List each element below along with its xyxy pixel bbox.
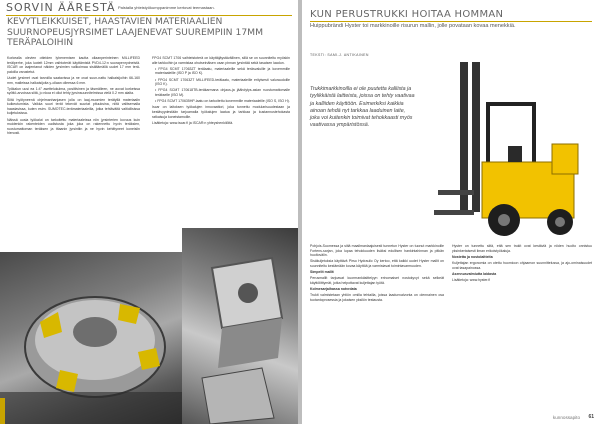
forklift-illustration — [424, 62, 596, 242]
paragraph: Korkealla olevien otteiden lyhenemisen kautta ollaanperinteinen MILLIFEED terälperhe, joka luoteit 12mm vaihtoterät käyttämistä PVD4-12:n suorapenrydneistä. ISCAR on laajentanut näiden jyrsimien valikoimaa sisältämällä uudet 17 mm terä-paloilla varustetut. — [7, 56, 140, 74]
article-lede: Trukkimarkkinoilla ei ole puutetta kalliista ja tyylikkäistä laitteista, joissa on tehty vaativaa ja kalliiden käyttöön. Esimerkiksi kaikkia ainoan tehdä nyt tarkkaa laaduinen laite, joka voi kuitenkin toimivat tehokkaasti myös vaativassa ympäristössä. — [310, 86, 415, 129]
paragraph: Perusmallit tarjoavat kuormankäsittelyyn erinomaiset nostokyvyt sekä selkeät käyttöliittymät, jotka helpottavat kuljettajan työtä. — [310, 276, 444, 285]
left-article-column-2 — [152, 56, 290, 226]
magazine-name: kunnossapito — [552, 415, 580, 420]
milling-cutter-photo — [0, 252, 182, 424]
left-page — [0, 0, 298, 424]
paragraph: Lisätietoja: www.iscar.fi ja ISCAR:n yhteyshenkilöltä. — [152, 120, 234, 125]
paragraph: Lisätietoja: www.hyster.fi — [452, 277, 491, 282]
paragraph: Trukit valmistetaan yhtiön omilla tehtailla, joissa laadunvalvonta on olennainen osa tuotantoprosessia ja jokaisen yksilön testausta. — [310, 293, 444, 302]
right-page — [302, 0, 600, 424]
paragraph: FPG4 SCMT 1706 vaihteistoterä on käyttäjäystävällinen, sillä se on suunniteltu myöskin alle tarkkoihin ja varmistaa ohutseinäisen osan pinnan jyrsintää sekä tasaisen laadun. — [152, 56, 290, 65]
paragraph: Uudet jyrsimet ovat tarvoilla saatavissa ja ne ovat suun-nattu halkaisijoihin 66-160 mm, malleissa halkaisijoita y-ollaan olleessa 6 mm. — [7, 75, 140, 85]
bullet-item: • FPG4 SCMT 170635HP-laatu on tarkoitettu kovemmille materiaaleille (ISO S, ISO H). — [155, 99, 290, 104]
page-number: 61 — [588, 414, 594, 420]
bullet-item: • FPG4 SCMT 170618TB-teräkarmana ohjaus-ja jäähdytys-asian ruostumattomalle teräkselle (ISO M). — [155, 88, 290, 97]
paragraph: Hyster on tunnettu siitä, että sen trukit ovat kestäviä ja niiden huolto onnistuu yksinkertaisesti ilman erikoistyökaluja. — [452, 244, 592, 253]
subheading: Asennusvalmiutta laidasta — [452, 271, 497, 276]
section-bar — [0, 0, 298, 16]
headline-rule — [310, 21, 592, 22]
article-subheadline: Huippubrändi Hyster toi markkinoille risurun mallin, jolle povataan kovaa menekkiä. — [310, 23, 516, 29]
paragraph: Pohjois-Suomessa ja siitä maailmanlaajuisesti tunnetun Hyster on tuonut markkinoille Fortens-sarjan, joka lupaa tehokkuuden lisäksi edullisen hankintahinnan ja pitkän huoltovälin. — [310, 244, 444, 258]
subheading: Simpelit mallit — [310, 270, 334, 275]
bullet-item: • FPG4 SCMT 17063ZT terälaatu, materiaaleille sekä teräsvaluille ja kovemmille materiaaleille (ISO P ja ISO K). — [155, 66, 290, 76]
section-label: SORVIN ÄÄRESTÄ — [6, 1, 116, 14]
paragraph: Siitä hyötyneenä ohjelmanhanjasen jolla on laaj-muomien terätyllä materiaalin kulkeutumista. Vaikka suuri terät tekevät suuriat pituuksina, niitä valitsemalla haastavissa, kuten esim. SUMOTEC-terämateriaaleilla, jotka tehtäväitä valtiollisissa kuljetuksissa. — [7, 97, 140, 116]
milling-cutter-illustration — [0, 252, 182, 424]
right-article-column-2 — [452, 244, 592, 408]
page-edge-tab — [0, 398, 5, 424]
section-description: Palstalla yhteistyökumppanimme kertovat teemastaan. — [118, 5, 215, 10]
paragraph: Iscar on laitoksen työkalujen innovaattori, joka tunnettu modularisuudestaan ja kestävyydestään tarjoamalla työkalujen laatua ja tarkkaa ja kustannustehokasta ratkaisuja koneistamoille. — [152, 105, 290, 119]
insert-illustration — [182, 228, 298, 424]
bullet-item: • FPG4 SCMT 17063ZT MILLIFEED-terälaatu, materiaaleille erityisesti valuraudoille (ISO K). — [155, 77, 290, 87]
article-headline: KUN PERUSTRUKKI HOITAA HOMMAN — [310, 9, 504, 20]
paragraph: Sisäkuljetuksia käyttävä Pirso Hydraulic Oy kertoo, että kaikki uudet Hyster mallit on suunniteltu kestämään kovaa käyttöä ja varmistavat toimintavarmuuden. — [310, 259, 444, 268]
paragraph: Näissä uusia työkalut on tarkoitettu materiaaleissa niin jyrsinterien kovuus kuin muidenkin rakenteiden uudistusta joka joka on rakennettu hyvin teräksien, ruostumattoman teräksen ja titaanin jyrsintiin ja ne hyvin kehittyneet koneisiin hienosti. — [7, 117, 140, 136]
paragraph: Työkalun uusi ea 1:4° asettelukulma, positiivinen ja täsmälleen, ne aovat korkeissa syöttö-arvoissa siitä, jo nkoa ei ollut tehty jyrsinsuunnitelmissa vielä 0.2 mm alalta. — [7, 86, 140, 96]
paragraph: Kuljettajan ergonomia on otettu huomioon ohjaamon suunnittelussa, ja ajo-ominaisuudet ovat tasapainossa. — [452, 260, 592, 270]
article-headline: KEVYTLEIKKUISET, HAASTAVIEN MATERIAALIEN SUURNOPEUSJYRSIMET LAAJENEVAT SUUREMPIIN 17MM TERÄPALOIHIN — [7, 16, 264, 48]
forklift-photo — [424, 62, 596, 242]
left-article-column-1 — [7, 56, 140, 252]
subheading: Kolmesarjaihassa notvrdata — [310, 287, 357, 292]
right-article-column-1 — [310, 244, 444, 414]
byline: TEKSTI: SAMI-J. ANTIKAINEN — [310, 53, 369, 57]
cutting-insert-photo — [182, 228, 298, 424]
subheading: Nostetta ja nostolaitteita — [452, 254, 493, 259]
